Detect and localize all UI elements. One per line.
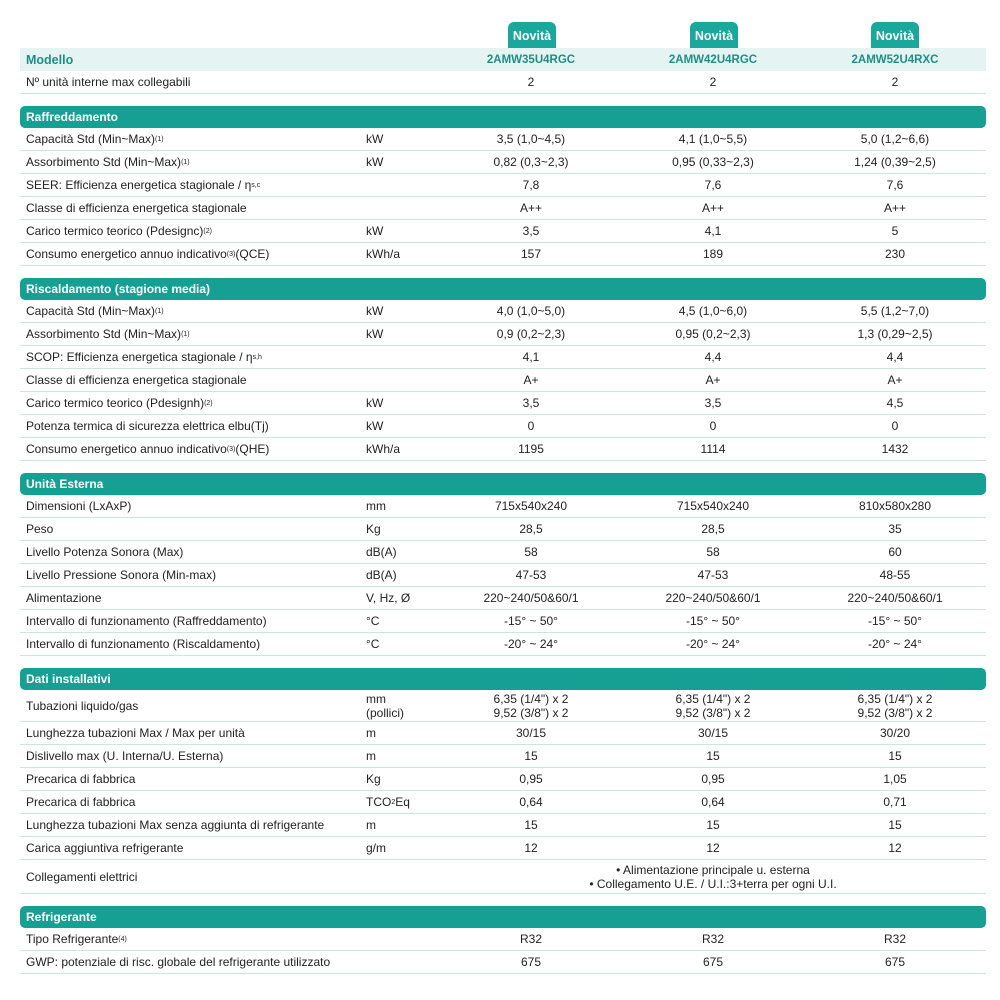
table-row: [20, 928, 986, 951]
value-2: 7,6: [704, 178, 722, 192]
row-unit: Kg: [366, 772, 381, 786]
unit-line-1: mm: [366, 691, 386, 706]
row-label: Intervallo di funzionamento (Riscaldamento): [26, 637, 261, 651]
table-row: [20, 220, 986, 243]
value-1: -15° ~ 50°: [504, 614, 558, 628]
value-3: 1,05: [883, 772, 907, 786]
value-3: 220~240/50&60/1: [847, 591, 943, 605]
model-2: 2AMW42U4RGC: [668, 53, 758, 66]
row-unit: dB(A): [366, 568, 397, 582]
value-2: 0: [709, 419, 717, 433]
row-label: Capacità Std (Min~Max) (1): [26, 132, 164, 146]
row-label: Classe di efficienza energetica stagionale: [26, 201, 247, 215]
row-unit: TCO 2 Eq: [366, 795, 410, 809]
table-row: [20, 392, 986, 415]
row-unit: kW: [366, 304, 384, 318]
table-row: [20, 438, 986, 461]
refrigerant-rows: [20, 928, 986, 974]
section-outdoor: Unità Esterna: [20, 473, 986, 495]
value-line-1: 6,35 (1/4") x 2: [675, 691, 751, 706]
row-label: Lunghezza tubazioni Max / Max per unità: [26, 726, 245, 740]
value-line-2: 9,52 (3/8") x 2: [675, 705, 751, 720]
value-3: -15° ~ 50°: [868, 614, 922, 628]
value-2: 0,95 (0,2~2,3): [675, 327, 751, 341]
value-1: 715x540x240: [494, 499, 568, 513]
section-refrigerant: Refrigerante: [20, 906, 986, 928]
row-label: Peso: [26, 522, 54, 536]
row-unit: kW: [366, 155, 384, 169]
row-unit: kW: [366, 419, 384, 433]
value-1: 0,82 (0,3~2,3): [493, 155, 569, 169]
value-1: -20° ~ 24°: [504, 637, 558, 651]
row-label: Precarica di fabbrica: [26, 795, 136, 809]
row-unit: kW: [366, 224, 384, 238]
row-label: SCOP: Efficienza energetica stagionale / η s,h: [26, 350, 262, 364]
value-3: A++: [883, 201, 907, 215]
row-unit: V, Hz, Ø: [366, 591, 411, 605]
row-label: Carica aggiuntiva refrigerante: [26, 841, 184, 855]
electrical-line-2: • Collegamento U.E. / U.I.:3+terra per ogni U.I.: [589, 876, 837, 891]
row-unit: dB(A): [366, 545, 397, 559]
value-2: 675: [702, 955, 724, 969]
row-label: Alimentazione: [26, 591, 102, 605]
novita-badges: [0, 22, 1000, 48]
value-line-2: 9,52 (3/8") x 2: [857, 705, 933, 720]
value-1: 15: [524, 818, 538, 832]
value-1: A+: [523, 373, 539, 387]
model-1: 2AMW35U4RGC: [486, 53, 576, 66]
row-unit: °C: [366, 614, 380, 628]
row-label: Precarica di fabbrica: [26, 772, 136, 786]
value-1: 12: [524, 841, 538, 855]
novita-badge-1: Novità: [508, 22, 556, 48]
value-1: 0: [527, 419, 535, 433]
value-2: 4,4: [704, 350, 722, 364]
value-3: 1432: [881, 442, 909, 456]
row-label: Tipo Refrigerante (4): [26, 932, 127, 946]
value-1: 4,1: [522, 350, 540, 364]
value-3: 5: [891, 224, 899, 238]
value-1: 58: [524, 545, 538, 559]
value-2: 0,95 (0,33~2,3): [672, 155, 754, 169]
cooling-rows: [20, 128, 986, 266]
model-3: 2AMW52U4RXC: [851, 53, 939, 66]
value-1: 0,64: [519, 795, 543, 809]
value-1: 0,9 (0,2~2,3): [496, 327, 566, 341]
row-label: Assorbimento Std (Min~Max) (1): [26, 327, 190, 341]
row-label: Capacità Std (Min~Max) (1): [26, 304, 164, 318]
value-3: 2: [891, 75, 899, 89]
table-row: [20, 587, 986, 610]
value-1: 3,5: [522, 396, 540, 410]
table-row: [20, 300, 986, 323]
value-3: 230: [884, 247, 906, 261]
value-2: -15° ~ 50°: [686, 614, 740, 628]
value-3: 5,5 (1,2~7,0): [860, 304, 930, 318]
table-row: [20, 174, 986, 197]
row-unit: g/m: [366, 841, 387, 855]
table-row: [20, 722, 986, 745]
install-rows: [20, 722, 986, 860]
row-label: Collegamenti elettrici: [26, 869, 138, 884]
value-3: 1,24 (0,39~2,5): [854, 155, 936, 169]
table-row: [20, 243, 986, 266]
table-row: [20, 346, 986, 369]
row-unit: kWh/a: [366, 442, 401, 456]
table-row: [20, 610, 986, 633]
value-3: -20° ~ 24°: [868, 637, 922, 651]
value-2: 220~240/50&60/1: [665, 591, 761, 605]
row-label: Consumo energetico annuo indicativo (3) (QCE): [26, 247, 270, 261]
value-2: 47-53: [697, 568, 729, 582]
row-unit: mm: [366, 499, 386, 513]
value-3: 60: [888, 545, 902, 559]
value-3: 5,0 (1,2~6,6): [860, 132, 930, 146]
value-3: 30/20: [879, 726, 911, 740]
table-row: [20, 791, 986, 814]
section-install: Dati installativi: [20, 668, 986, 690]
value-2: [622, 690, 804, 721]
value-3: 15: [888, 749, 902, 763]
row-label: Consumo energetico annuo indicativo (3) (QHE): [26, 442, 270, 456]
value-2: 4,1: [704, 224, 722, 238]
value-1: R32: [519, 932, 542, 946]
novita-badge-2: Novità: [690, 22, 738, 48]
value-3: [804, 690, 986, 721]
row-unit: kW: [366, 132, 384, 146]
row-label: Dimensioni (LxAxP): [26, 499, 132, 513]
electrical-notes: [440, 860, 986, 893]
value-2: 30/15: [697, 726, 729, 740]
value-2: 1114: [700, 442, 726, 456]
row-unit: m: [366, 726, 376, 740]
row-unit: kWh/a: [366, 247, 401, 261]
row-label: Livello Pressione Sonora (Min-max): [26, 568, 217, 582]
value-2: 15: [706, 818, 720, 832]
value-3: 7,6: [886, 178, 904, 192]
value-3: 675: [884, 955, 906, 969]
indoor-units-row: [20, 71, 986, 94]
value-3: 4,4: [886, 350, 904, 364]
table-row: [20, 768, 986, 791]
value-2: 4,1 (1,0~5,5): [678, 132, 748, 146]
value-3: 810x580x280: [858, 499, 932, 513]
section-cooling: Raffreddamento: [20, 106, 986, 128]
row-label: Carico termico teorico (Pdesignc) (2): [26, 224, 212, 238]
value-1: A++: [519, 201, 543, 215]
value-1: 2: [527, 75, 535, 89]
row-label: Carico termico teorico (Pdesignh) (2): [26, 396, 213, 410]
row-label: Livello Potenza Sonora (Max): [26, 545, 184, 559]
row-unit: kW: [366, 396, 384, 410]
row-unit: kW: [366, 327, 384, 341]
table-row: [20, 541, 986, 564]
value-1: 7,8: [522, 178, 540, 192]
row-label: Intervallo di funzionamento (Raffreddamento): [26, 614, 267, 628]
value-2: -20° ~ 24°: [686, 637, 740, 651]
value-1: 1195: [518, 442, 544, 456]
table-row: [20, 415, 986, 438]
value-line-1: 6,35 (1/4") x 2: [493, 691, 569, 706]
model-label: Modello: [26, 52, 74, 67]
table-row: [20, 369, 986, 392]
table-row: [20, 951, 986, 974]
value-3: 48-55: [879, 568, 911, 582]
value-3: 1,3 (0,29~2,5): [857, 327, 933, 341]
model-row: [20, 48, 986, 71]
heating-rows: [20, 300, 986, 461]
value-line-2: 9,52 (3/8") x 2: [493, 705, 569, 720]
value-2: A+: [705, 373, 721, 387]
row-label: Tubazioni liquido/gas: [26, 698, 139, 713]
spec-table: [20, 48, 986, 974]
row-unit: m: [366, 749, 376, 763]
row-unit: m: [366, 818, 376, 832]
value-2: A++: [701, 201, 725, 215]
row-label: Classe di efficienza energetica stagionale: [26, 373, 247, 387]
table-row: [20, 518, 986, 541]
table-row: [20, 837, 986, 860]
value-1: 157: [520, 247, 542, 261]
value-3: A+: [887, 373, 903, 387]
table-row: [20, 197, 986, 220]
value-1: 15: [524, 749, 538, 763]
table-row: [20, 495, 986, 518]
novita-badge-3: Novità: [871, 22, 919, 48]
value-2: 2: [709, 75, 717, 89]
electrical-line-1: • Alimentazione principale u. esterna: [616, 862, 810, 877]
value-1: 30/15: [515, 726, 547, 740]
table-row: [20, 814, 986, 837]
table-row: [20, 151, 986, 174]
table-row: [20, 564, 986, 587]
value-2: R32: [701, 932, 724, 946]
value-1: 675: [520, 955, 542, 969]
row-label: Potenza termica di sicurezza elettrica elbu(Tj): [26, 419, 269, 433]
row-label: Lunghezza tubazioni Max senza aggiunta di refrigerante: [26, 818, 325, 832]
value-3: R32: [883, 932, 906, 946]
value-1: 3,5: [522, 224, 540, 238]
value-1: 0,95: [519, 772, 543, 786]
value-1: [440, 690, 622, 721]
value-2: 4,5 (1,0~6,0): [678, 304, 748, 318]
value-1: 3,5 (1,0~4,5): [496, 132, 566, 146]
table-row: [20, 323, 986, 346]
row-label: Dislivello max (U. Interna/U. Esterna): [26, 749, 224, 763]
value-1: 47-53: [515, 568, 547, 582]
row-label: GWP: potenziale di risc. globale del refrigerante utilizzato: [26, 955, 331, 969]
value-2: 3,5: [704, 396, 722, 410]
value-line-1: 6,35 (1/4") x 2: [857, 691, 933, 706]
value-2: 189: [702, 247, 724, 261]
value-2: 58: [706, 545, 720, 559]
row-label: Assorbimento Std (Min~Max) (1): [26, 155, 190, 169]
row-unit: Kg: [366, 522, 381, 536]
value-1: 4,0 (1,0~5,0): [496, 304, 566, 318]
piping-row: [20, 690, 986, 722]
value-3: 15: [888, 818, 902, 832]
value-2: 28,5: [701, 522, 725, 536]
table-row: [20, 633, 986, 656]
value-2: 12: [706, 841, 720, 855]
unit-line-2: (pollici): [366, 705, 405, 720]
row-unit: °C: [366, 637, 380, 651]
table-row: [20, 128, 986, 151]
value-2: 0,64: [701, 795, 725, 809]
value-3: 4,5: [886, 396, 904, 410]
section-heating: Riscaldamento (stagione media): [20, 278, 986, 300]
value-3: 35: [888, 522, 902, 536]
value-2: 0,95: [701, 772, 725, 786]
value-1: 220~240/50&60/1: [483, 591, 579, 605]
value-3: 0: [891, 419, 899, 433]
outdoor-rows: [20, 495, 986, 656]
table-row: [20, 745, 986, 768]
value-2: 715x540x240: [676, 499, 750, 513]
value-3: 12: [888, 841, 902, 855]
row-label: Nº unità interne max collegabili: [26, 75, 191, 89]
electrical-row: [20, 860, 986, 894]
value-2: 15: [706, 749, 720, 763]
value-1: 28,5: [519, 522, 543, 536]
row-label: SEER: Efficienza energetica stagionale / η s,c: [26, 178, 261, 192]
value-3: 0,71: [883, 795, 907, 809]
